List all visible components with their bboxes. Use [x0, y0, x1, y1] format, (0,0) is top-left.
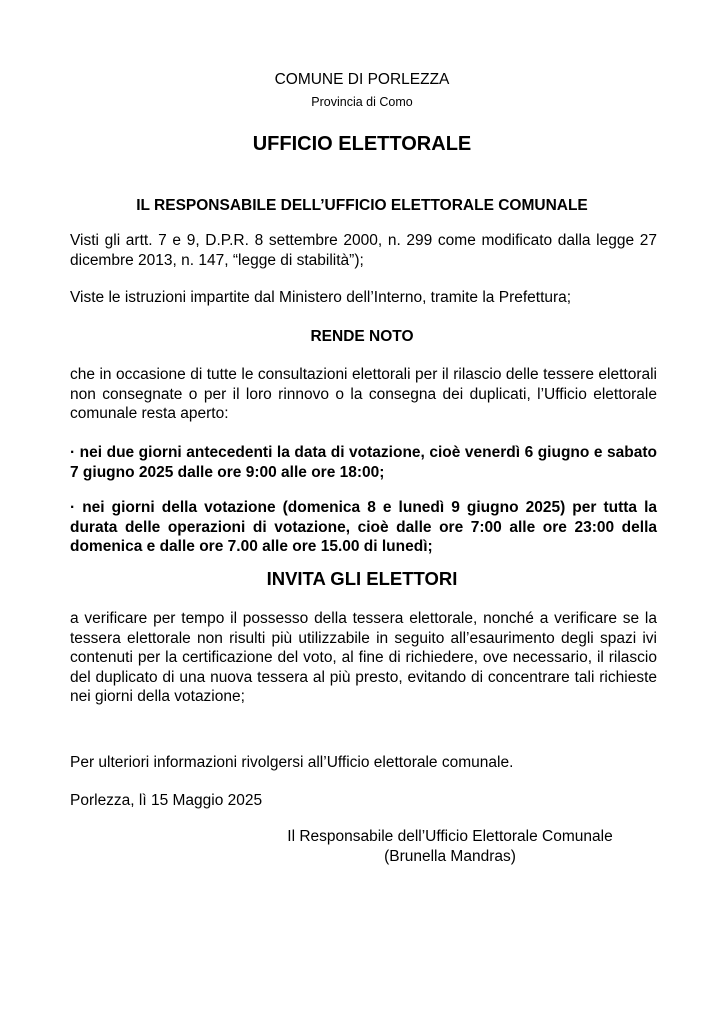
province-name: Provincia di Como — [311, 95, 413, 109]
opening-hours-item: · nei due giorni antecedenti la data di votazione, cioè venerdì 6 giugno e sabato 7 giugno 2025 dalle ore 9:00 alle ore 18:00; — [70, 444, 657, 481]
invita-heading: INVITA GLI ELETTORI — [266, 568, 458, 589]
signature-role: Il Responsabile dell’Ufficio Elettorale Comunale — [287, 828, 613, 845]
preamble-viste: Viste le istruzioni impartite dal Ministero dell’Interno, tramite la Prefettura; — [70, 289, 572, 306]
signature-name: (Brunella Mandras) — [384, 847, 516, 865]
signature-block — [250, 827, 650, 866]
municipality-name: COMUNE DI PORLEZZA — [274, 71, 450, 88]
invita-text: a verificare per tempo il possesso della tessera elettorale, nonché a verificare se la tessera elettorale non risulti più utilizzabile in seguito all’esaurimento degli spazi ivi contenuti per la certificazione del voto, al fine di richiedere, ove necessario, il rilascio del duplicato di una nuova tessera al più presto, evitando di concentrare tali richieste nei giorni della votazione; — [70, 610, 657, 705]
opening-hours-item: · nei giorni della votazione (domenica 8 e lunedì 9 giugno 2025) per tutta la durata delle operazioni di votazione, cioè dalle ore 7:00 alle ore 23:00 della domenica e dalle ore 7.00 alle ore 15.00 di lunedì; — [70, 499, 657, 555]
official-title: IL RESPONSABILE DELL’UFFICIO ELETTORALE COMUNALE — [136, 197, 588, 214]
rende-noto-intro: che in occasione di tutte le consultazioni elettorali per il rilascio delle tessere elettorali non consegnate o per il loro rinnovo o la consegna dei duplicati, l’Ufficio elettorale comunale resta aperto: — [70, 366, 657, 422]
rende-noto-heading: RENDE NOTO — [310, 328, 414, 345]
place-date: Porlezza, lì 15 Maggio 2025 — [70, 792, 263, 809]
info-line: Per ulteriori informazioni rivolgersi all’Ufficio elettorale comunale. — [70, 754, 514, 771]
office-title: UFFICIO ELETTORALE — [252, 133, 472, 155]
preamble-visti: Visti gli artt. 7 e 9, D.P.R. 8 settembre 2000, n. 299 come modificato dalla legge 27 dicembre 2013, n. 147, “legge di stabilità”); — [70, 232, 657, 269]
